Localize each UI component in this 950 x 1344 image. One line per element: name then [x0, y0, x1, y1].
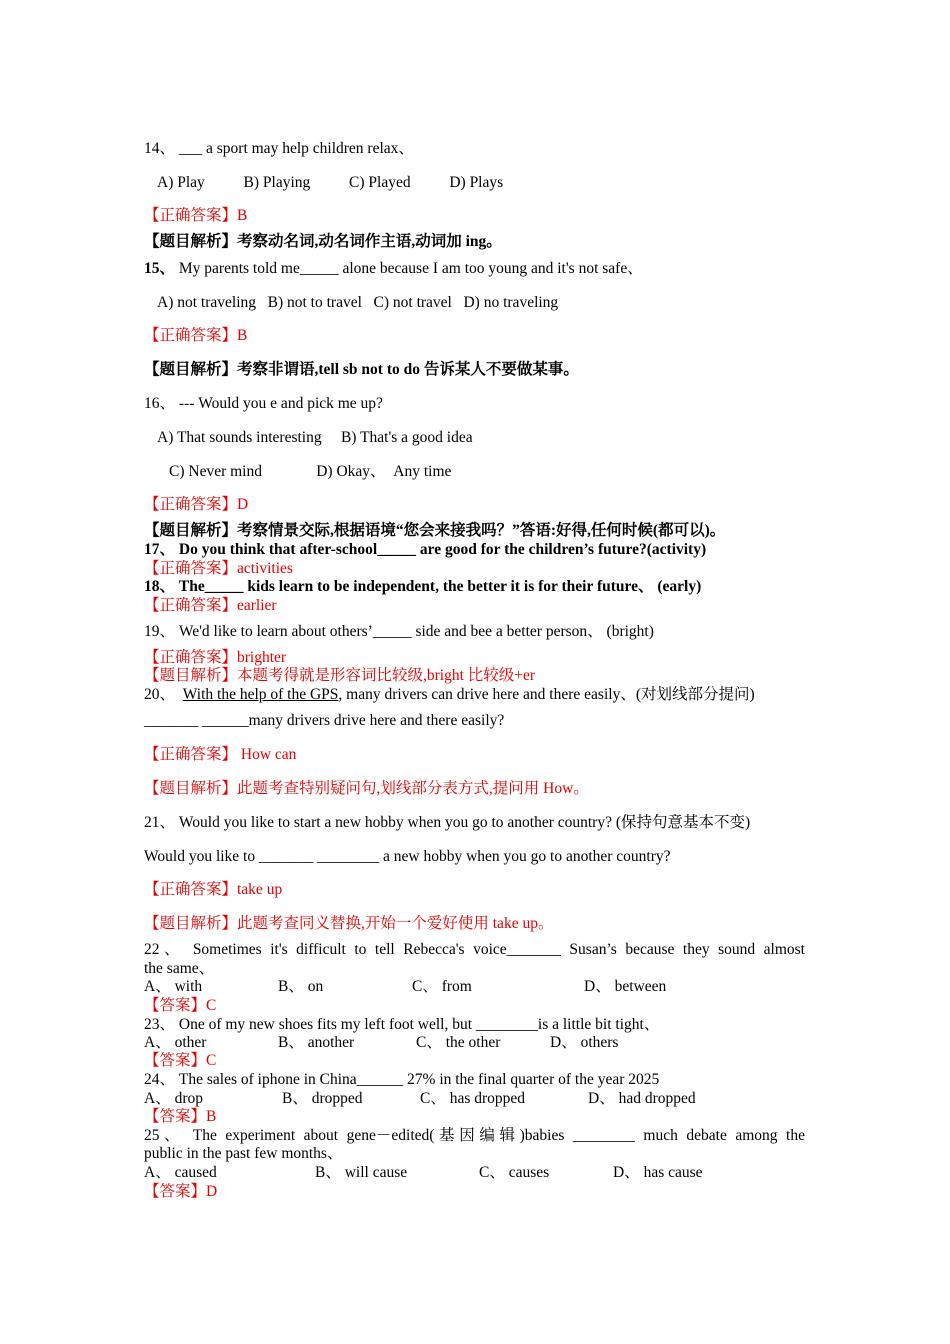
question-23-option-d: D、 others [550, 1034, 619, 1051]
question-18-answer: 【正确答案】earlier [144, 597, 277, 614]
question-21: 21、 Would you like to start a new hobby when you go to another country? (保持句意基本不变) [144, 814, 751, 831]
question-15: 15、 My parents told me_____ alone because I am too young and it's not safe、 [144, 260, 643, 277]
question-23: 23、 One of my new shoes fits my left foot well, but ________is a little bit tight、 [144, 1016, 660, 1033]
question-24-answer: 【答案】B [144, 1108, 217, 1125]
question-16-options-row2: C) Never mind D) Okay、 Any time [169, 463, 452, 480]
question-25-option-c: C、 causes [479, 1164, 550, 1181]
question-24-option-b: B、 dropped [282, 1090, 363, 1107]
question-22-line2: the same、 [144, 960, 215, 977]
question-17: 17、 Do you think that after-school_____ are good for the children’s future?(activity) [144, 541, 707, 558]
question-21-analysis: 【题目解析】此题考查同义替换,开始一个爱好使用 take up。 [144, 915, 554, 932]
question-14-options: A) Play B) Playing C) Played D) Plays [157, 174, 504, 191]
question-21-blank-line: Would you like to _______ ________ a new hobby when you go to another country? [144, 848, 671, 865]
question-16-options-row1: A) That sounds interesting B) That's a good idea [157, 429, 473, 446]
question-24-option-c: C、 has dropped [420, 1090, 526, 1107]
question-20-answer: 【正确答案】 How can [144, 746, 297, 763]
question-23-answer: 【答案】C [144, 1052, 217, 1069]
question-20-rest: , many drivers can drive here and there easily、(对划线部分提问) [338, 686, 755, 703]
question-22-option-a: A、 with [144, 978, 203, 995]
question-25-line1: 25、 The experiment about gene－edited(基因编辑)babies ________ much debate among the [144, 1127, 805, 1144]
question-15-analysis: 【题目解析】考察非谓语,tell sb not to do 告诉某人不要做某事。 [144, 361, 579, 378]
question-19: 19、 We'd like to learn about others’_____ side and bee a better person、 (bright) [144, 623, 654, 640]
question-16-answer: 【正确答案】D [144, 496, 249, 513]
question-19-answer: 【正确答案】brighter [144, 649, 287, 666]
question-19-analysis: 【题目解析】本题考得就是形容词比较级,bright 比较级+er [144, 667, 536, 684]
question-20-blank-line: _______ ______many drivers drive here and there easily? [144, 712, 505, 729]
question-23-option-c: C、 the other [416, 1034, 501, 1051]
question-24: 24、 The sales of iphone in China______ 27% in the final quarter of the year 2025 [144, 1071, 660, 1088]
question-20-underlined: With the help of the GPS [182, 686, 339, 703]
question-14-analysis: 【题目解析】考察动名词,动名词作主语,动词加 ing。 [144, 233, 502, 250]
question-25-option-b: B、 will cause [315, 1164, 408, 1181]
question-23-option-b: B、 another [278, 1034, 355, 1051]
question-22-option-b: B、 on [278, 978, 324, 995]
question-23-option-a: A、 other [144, 1034, 207, 1051]
question-22-option-c: C、 from [412, 978, 472, 995]
question-20-analysis: 【题目解析】此题考查特别疑问句,划线部分表方式,提问用 How。 [144, 780, 589, 797]
question-20 [144, 686, 755, 704]
question-25-line2: public in the past few months、 [144, 1145, 343, 1162]
question-14: 14、 ___ a sport may help children relax、 [144, 140, 414, 157]
question-25-answer: 【答案】D [144, 1183, 218, 1200]
question-25-option-d: D、 has cause [613, 1164, 703, 1181]
question-14-answer: 【正确答案】B [144, 207, 248, 224]
question-16: 16、 --- Would you e and pick me up? [144, 395, 383, 412]
question-22-line1: 22、 Sometimes it's difficult to tell Rebecca's voice_______ Susan’s because they sound almost [144, 941, 805, 958]
question-15-answer: 【正确答案】B [144, 327, 248, 344]
question-25-option-a: A、 caused [144, 1164, 217, 1181]
question-18: 18、 The_____ kids learn to be independent, the better it is for their future、 (early) [144, 578, 702, 595]
question-22-answer: 【答案】C [144, 997, 217, 1014]
question-16-analysis: 【题目解析】考察情景交际,根据语境“您会来接我吗？”答语:好得,任何时候(都可以)。 [144, 522, 726, 539]
question-20-number: 20、 [144, 686, 179, 703]
question-15-options: A) not traveling B) not to travel C) not travel D) no traveling [157, 294, 559, 311]
question-24-option-a: A、 drop [144, 1090, 203, 1107]
question-17-answer: 【正确答案】activities [144, 560, 293, 577]
question-24-option-d: D、 had dropped [588, 1090, 696, 1107]
question-21-answer: 【正确答案】take up [144, 881, 283, 898]
question-22-option-d: D、 between [584, 978, 667, 995]
